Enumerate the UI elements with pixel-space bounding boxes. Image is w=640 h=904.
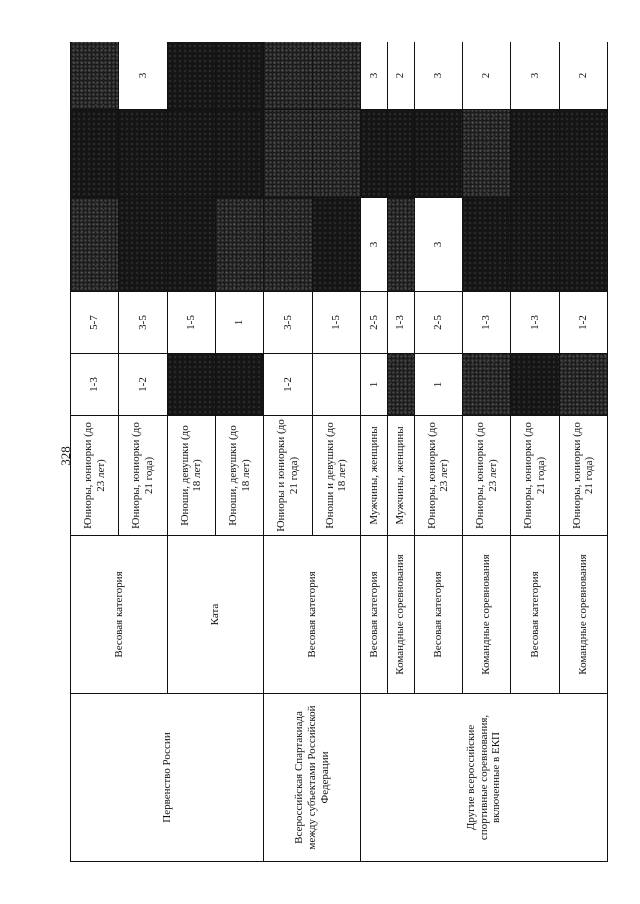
value-cell: 5-7 [71, 292, 119, 354]
shaded-cell [119, 198, 167, 292]
age-group-cell: Юниоры, юниорки (до 21 года) [511, 416, 559, 536]
value-cell: 1-2 [119, 354, 167, 416]
value-cell: 1 [361, 354, 388, 416]
value-cell: 1-3 [387, 292, 414, 354]
shaded-cell [71, 198, 119, 292]
value-cell: 2 [462, 42, 510, 110]
age-group-cell: Юниоры, юниорки (до 23 лет) [462, 416, 510, 536]
shaded-cell [387, 354, 414, 416]
discipline-cell: Весовая категория [264, 536, 361, 694]
value-cell: 1-2 [264, 354, 312, 416]
shaded-cell [462, 354, 510, 416]
age-group-cell: Юноши, девушки (до 18 лет) [167, 416, 215, 536]
competition-cell: Другие всероссийские спортивные соревнования, включенные в ЕКП [361, 694, 608, 862]
shaded-cell [387, 198, 414, 292]
table-row [264, 42, 312, 862]
shaded-cell [119, 110, 167, 198]
value-cell: 1-3 [71, 354, 119, 416]
shaded-cell [462, 198, 510, 292]
table-row [361, 42, 388, 862]
qualification-table [70, 42, 608, 862]
value-cell: 3 [119, 42, 167, 110]
discipline-cell: Весовая категория [414, 536, 462, 694]
age-group-cell: Юниоры, юниорки (до 21 года) [559, 416, 607, 536]
value-cell: 1-5 [167, 292, 215, 354]
value-cell: 2 [387, 42, 414, 110]
discipline-cell: Ката [167, 536, 264, 694]
shaded-cell [312, 110, 360, 198]
value-cell: 3 [361, 198, 388, 292]
age-group-cell: Юниоры, юниорки (до 23 лет) [414, 416, 462, 536]
competition-cell: Первенство России [71, 694, 264, 862]
shaded-cell [361, 110, 388, 198]
discipline-cell: Весовая категория [71, 536, 168, 694]
shaded-cell [167, 354, 215, 416]
shaded-cell [216, 198, 264, 292]
shaded-cell [216, 42, 264, 110]
shaded-cell [414, 110, 462, 198]
discipline-cell: Командные соревнования [559, 536, 607, 694]
rotated-table-container [70, 42, 608, 862]
shaded-cell [462, 110, 510, 198]
value-cell: 1-3 [462, 292, 510, 354]
value-cell: 2-5 [361, 292, 388, 354]
age-group-cell: Юноши и девушки (до 18 лет) [312, 416, 360, 536]
competition-cell: Всероссийская Спартакиада между субъектами Российской Федерации [264, 694, 361, 862]
value-cell: 1 [414, 354, 462, 416]
value-cell: 2-5 [414, 292, 462, 354]
value-cell: 1-2 [559, 292, 607, 354]
shaded-cell [264, 198, 312, 292]
shaded-cell [511, 354, 559, 416]
value-cell: 3 [361, 42, 388, 110]
shaded-cell [167, 110, 215, 198]
shaded-cell [511, 110, 559, 198]
page-number: 328 [58, 446, 73, 466]
shaded-cell [511, 198, 559, 292]
shaded-cell [559, 198, 607, 292]
shaded-cell [264, 42, 312, 110]
shaded-cell [216, 354, 264, 416]
value-cell: 1-3 [511, 292, 559, 354]
value-cell: 3-5 [119, 292, 167, 354]
shaded-cell [71, 110, 119, 198]
value-cell: 2 [559, 42, 607, 110]
value-cell: 3-5 [264, 292, 312, 354]
discipline-cell: Командные соревнования [462, 536, 510, 694]
table-row [71, 42, 119, 862]
age-group-cell: Мужчины, женщины [387, 416, 414, 536]
value-cell: 1 [216, 292, 264, 354]
shaded-cell [167, 198, 215, 292]
age-group-cell: Юниоры, юниорки (до 23 лет) [71, 416, 119, 536]
value-cell: 1-5 [312, 292, 360, 354]
value-cell: 3 [511, 42, 559, 110]
value-cell: 3 [414, 198, 462, 292]
shaded-cell [312, 42, 360, 110]
shaded-cell [312, 198, 360, 292]
discipline-cell: Командные соревнования [387, 536, 414, 694]
shaded-cell [216, 110, 264, 198]
value-cell: 3 [414, 42, 462, 110]
shaded-cell [559, 354, 607, 416]
shaded-cell [167, 42, 215, 110]
shaded-cell [71, 42, 119, 110]
shaded-cell [264, 110, 312, 198]
shaded-cell [387, 110, 414, 198]
discipline-cell: Весовая категория [361, 536, 388, 694]
age-group-cell: Юниоры, юниорки (до 21 года) [119, 416, 167, 536]
table-viewport [70, 42, 608, 862]
value-cell [312, 354, 360, 416]
age-group-cell: Юниоры и юниорки (до 21 года) [264, 416, 312, 536]
age-group-cell: Мужчины, женщины [361, 416, 388, 536]
discipline-cell: Весовая категория [511, 536, 559, 694]
age-group-cell: Юноши, девушки (до 18 лет) [216, 416, 264, 536]
shaded-cell [559, 110, 607, 198]
